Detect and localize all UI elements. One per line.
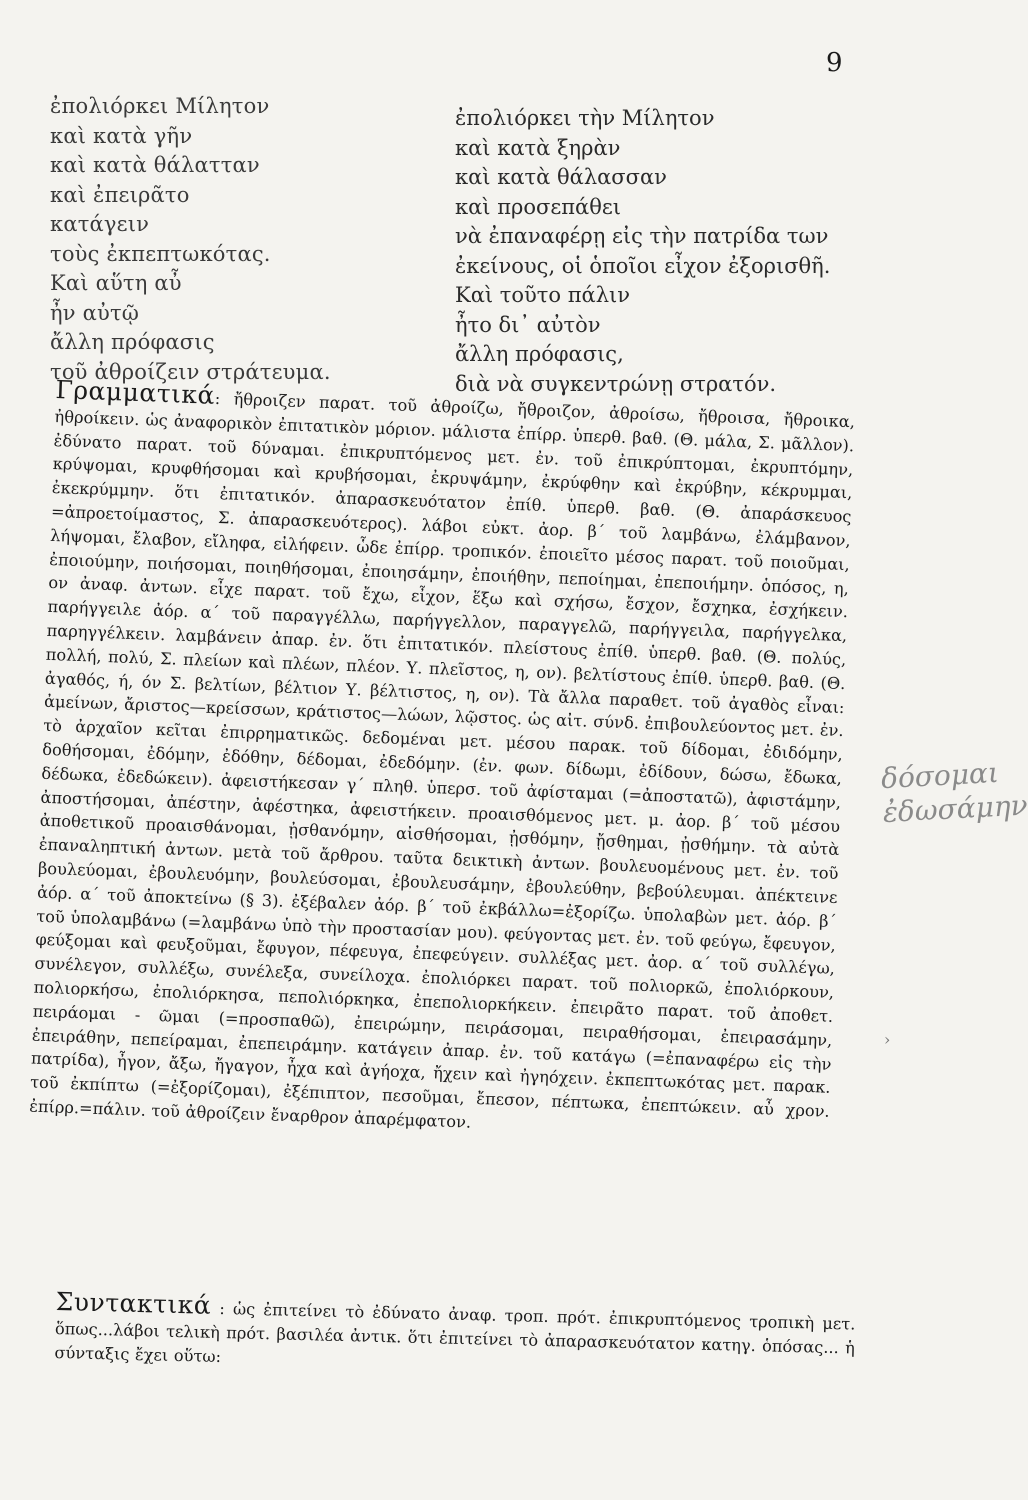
verse-line: κατάγειν <box>50 212 150 236</box>
syntax-section <box>54 1287 856 1384</box>
verse-line: καὶ κατὰ θάλατταν <box>50 153 260 177</box>
syntax-paragraph <box>54 1287 856 1384</box>
page-number: 9 <box>826 48 843 78</box>
verse-line: καὶ ἐπειρᾶτο <box>50 182 190 207</box>
verse-line: ἄλλη πρόφασις, <box>455 342 624 366</box>
handwritten-margin-note: δόσομαι ἐδωσάμην <box>880 755 1028 830</box>
ancient-text-column <box>50 92 331 387</box>
verse-line: τοῦ ἀθροίζειν στράτευμα. <box>50 359 331 384</box>
grammar-section <box>28 375 856 1148</box>
grammar-heading: Γραμματικά <box>55 375 216 410</box>
verse-line: διὰ νὰ συγκεντρώνῃ στρατόν. <box>455 371 777 396</box>
verse-line: καὶ κατὰ θάλασσαν <box>455 165 667 189</box>
verse-line: νὰ ἐπαναφέρῃ εἰς τὴν πατρίδα των <box>455 224 829 248</box>
syntax-heading: Συντακτικά <box>55 1287 212 1320</box>
verse-line: ἦτο δι᾽ αὐτὸν <box>455 312 601 337</box>
grammar-paragraph <box>28 375 856 1148</box>
syntax-colon: : <box>210 1298 234 1319</box>
verse-line: ἐπολιόρκει τὴν Μίλητον <box>455 106 715 130</box>
grammar-colon: : <box>214 388 235 409</box>
verse-line: ἐπολιόρκει Μίλητον <box>50 94 270 118</box>
verse-line: ἦν αὐτῷ <box>50 300 140 325</box>
verse-line: καὶ κατὰ γῆν <box>50 123 193 148</box>
syntax-text: ὡς ἐπιτείνει τὸ ἐδύνατο ἀναφ. τροπ. πρότ. ἐπικρυπτόμενος τροπικὴ μετ. ὅπως...λάβοι τελικὴ πρότ. βασιλέα ἀντικ. ὅτι ἐπιτείνει τὸ ἀπαρασκευότατον κατηγ. ὁπόσας... ἡ σύνταξις ἔχει οὕτω: <box>54 1299 856 1366</box>
verse-line: καὶ προσεπάθει <box>455 194 621 219</box>
grammar-text: ἤθροιζεν παρατ. τοῦ ἀθροίζω, ἤθροιζον, ἀθροίσω, ἤθροισα, ἤθροικα, ἠθροίκειν. ὡς ἀναφορικὸν ἐπιτατικὸν μόριον. μάλιστα ἐπίρρ. ὑπερθ. βαθ. (Θ. μάλα, Σ. μᾶλλον). ἐδύνατο παρατ. τοῦ δύναμαι. ἐπικρυπτόμενος μετ. ἐν. τοῦ ἐπικρύπτομαι, ἐκρυπτόμην, κρύψομαι, κρυφθήσομαι καὶ κρυβήσομαι, ἐκρυψάμην, ἐκρύφθην καὶ ἐκρύβην, κέκρυμμαι, ἐκεκρύμμην. ὅτι ἐπιτατικόν. ἀπαρασκευότατον ἐπίθ. ὑπερθ. βαθ. (Θ. ἀπαράσκευος =ἀπροετοίμαστος, Σ. ἀπαρασκευότερος). λάβοι εὐκτ. ἀορ. β´ τοῦ λαμβάνω, ἐλάμβανον, λήψομαι, ἔλαβον, εἴληφα, εἰλήφειν. ὧδε ἐπίρρ. τροπικόν. ἐποιεῖτο μέσος παρατ. τοῦ ποιοῦμαι, ἐποιούμην, ποιήσομαι, ποιηθήσομαι, ἐποιησάμην, ἐποιήθην, πεποίημαι, ἐπεποιήμην. ὁπόσος, η, ον ἀναφ. ἀντων. εἶχε παρατ. τοῦ ἔχω, εἶχον, ἕξω καὶ σχήσω, ἔσχον, ἔσχηκα, ἐσχήκειν. παρήγγειλε ἀόρ. α´ τοῦ παραγγέλλω, παρήγγελλον, παραγγελῶ, παρήγγειλα, παρήγγελκα, παρηγγέλκειν. λαμβάνειν ἀπαρ. ἐν. ὅτι ἐπιτατικόν. πλείστους ἐπίθ. ὑπερθ. βαθ. (Θ. πολύς, πολλή, πολύ, Σ. πλείων καὶ πλέων, πλέον. Υ. πλεῖστος, η, ον). βελτίστους ἐπίθ. ὑπερθ. βαθ. (Θ. ἀγαθός, ή, όν Σ. βελτίων, βέλτιον Υ. βέλτιστος, η, ον). Τὰ ἄλλα παραθετ. τοῦ ἀγαθὸς εἶναι: ἀμείνων, ἄριστος—κρείσσων, κράτιστος—λώων, λῷστος. ὡς αἰτ. σύνδ. ἐπιβουλεύοντος μετ. ἐν. τὸ ἀρχαῖον κεῖται ἐπιρρηματικῶς. δεδομέναι μετ. μέσου παρακ. τοῦ δίδομαι, ἐδιδόμην, δοθήσομαι, ἐδόμην, ἐδόθην, δέδομαι, ἐδεδόμην. (ἐν. φων. δίδωμι, ἐδίδουν, δώσω, ἔδωκα, δέδωκα, ἐδεδώκειν). ἀφειστήκεσαν γ´ πληθ. ὑπερσ. τοῦ ἀφίσταμαι (=ἀποστατῶ), ἀφιστάμην, ἀποστήσομαι, ἀπέστην, ἀφέστηκα, ἀφειστήκειν. προαισθόμενος μετ. μ. ἀορ. β´ τοῦ μέσου ἀποθετικοῦ προαισθάνομαι, ᾐσθανόμην, αἰσθήσομαι, ᾐσθόμην, ᾔσθημαι, ᾐσθήμην. τὰ αὐτὰ ἐπαναληπτική ἀντων. μετὰ τοῦ ἄρθρου. ταῦτα δεικτικὴ ἀντων. βουλευομένους μετ. ἐν. τοῦ βουλεύομαι, ἐβουλευόμην, βουλεύσομαι, ἐβουλευσάμην, ἐβουλεύθην, βεβούλευμαι. ἀπέκτεινε ἀόρ. α´ τοῦ ἀποκτείνω (§ 3). ἐξέβαλεν ἀόρ. β´ τοῦ ἐκβάλλω=ἐξορίζω. ὑπολαβὼν μετ. ἀόρ. β´ τοῦ ὑπολαμβάνω (=λαμβάνω ὑπὸ τὴν προστασίαν μου). φεύγοντας μετ. ἐν. τοῦ φεύγω, ἔφευγον, φεύξομαι καὶ φευξοῦμαι, ἔφυγον, πέφευγα, ἐπεφεύγειν. συλλέξας μετ. ἀορ. α´ τοῦ συλλέγω, συνέλεγον, συλλέξω, συνέλεξα, συνείλοχα. ἐπολιόρκει παρατ. τοῦ πολιορκῶ, ἐπολιόρκουν, πολιορκήσω, ἐπολιόρκησα, πεπολιόρκηκα, ἐπεπολιορκήκειν. ἐπειρᾶτο παρατ. τοῦ ἀποθετ. πειράομαι - ῶμαι (=προσπαθῶ), ἐπειρώμην, πειράσομαι, πειραθήσομαι, ἐπειρασάμην, ἐπειράθην, πεπείραμαι, ἐπεπειράμην. κατάγειν ἀπαρ. ἐν. τοῦ κατάγω (=ἐπαναφέρω εἰς τὴν πατρίδα), ἦγον, ἄξω, ἤγαγον, ἦχα καὶ ἀγήοχα, ἤχειν καὶ ἠγηόχειν. ἐκπεπτωκότας μετ. παρακ. τοῦ ἐκπίπτω (=ἐξορίζομαι), ἐξέπιπτον, πεσοῦμαι, ἔπεσον, πέπτωκα, ἐπεπτώκειν. αὖ χρον. ἐπίρρ.=πάλιν. τοῦ ἀθροίζειν ἔναρθρον ἀπαρέμφατον. <box>28 389 856 1132</box>
verse-line: ἐκείνους, οἱ ὁποῖοι εἶχον ἐξορισθῆ. <box>455 253 831 278</box>
verse-line: τοὺς ἐκπεπτωκότας. <box>50 241 271 266</box>
verse-line: Καὶ αὕτη αὖ <box>50 271 182 295</box>
margin-mark: › <box>884 1030 891 1049</box>
verse-line: ἄλλη πρόφασις <box>50 330 215 354</box>
translation-column <box>455 104 830 399</box>
verse-line: Καὶ τοῦτο πάλιν <box>455 283 631 307</box>
verse-line: καὶ κατὰ ξηρὰν <box>455 135 621 160</box>
